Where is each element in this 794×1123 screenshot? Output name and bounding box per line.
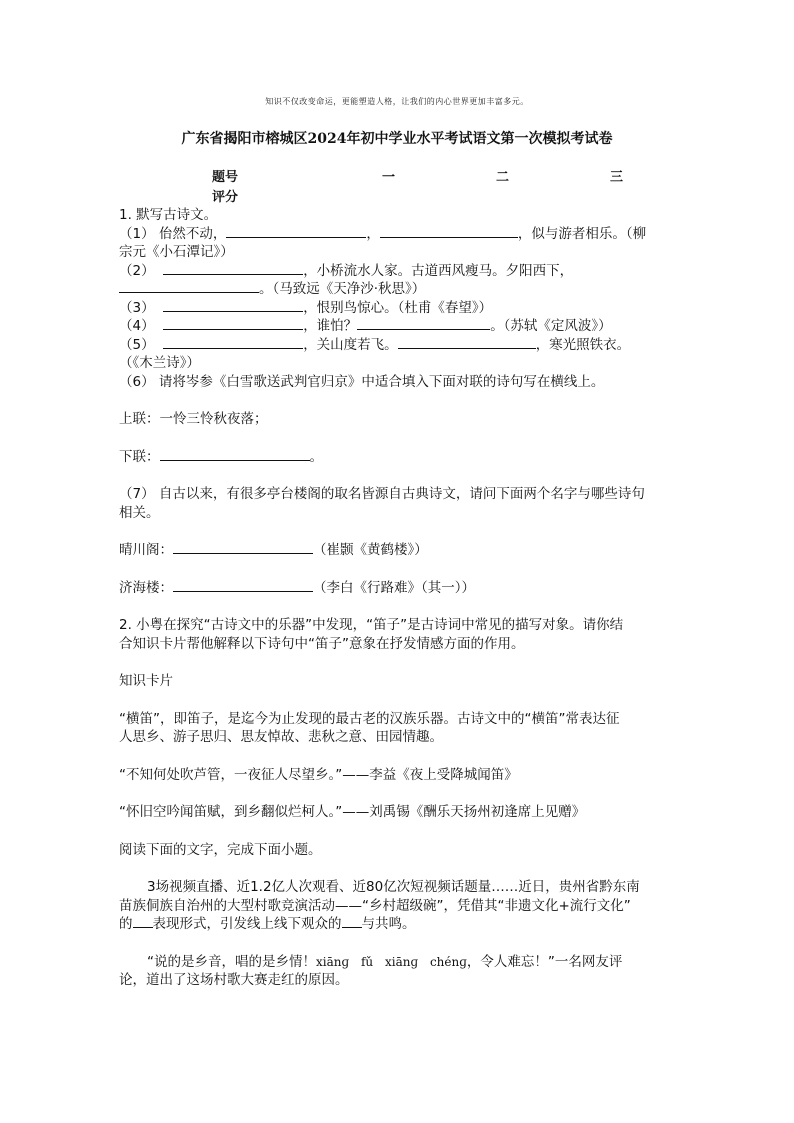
answer-blank[interactable]	[173, 579, 313, 592]
reading-para1-line2: 苗族侗族自治州的大型村歌竞演活动——“乡村超级碗”，凭借其“非遗文化+流行文化”	[119, 897, 631, 914]
column-1: 一	[382, 170, 396, 185]
jihai-tower: 济海楼： （李白《行路难》（其一））	[119, 579, 475, 596]
answer-blank[interactable]	[163, 299, 303, 312]
q1-item5: （5） ，关山度若飞。 ，寒光照铁衣。	[119, 336, 631, 353]
q1-heading: 1. 默写古诗文。	[119, 207, 218, 223]
knowledge-card-line1: “横笛”，即笛子，是迄今为止发现的最古老的汉族乐器。古诗文中的“横笛”常表达征	[119, 710, 620, 727]
couplet-upper: 上联：一怜三怜秋夜落；	[119, 411, 268, 427]
q1-item2: （2） ，小桥流水人家。古道西风瘦马。夕阳西下，	[119, 262, 574, 279]
answer-blank[interactable]	[163, 336, 303, 349]
answer-blank[interactable]	[226, 225, 366, 238]
quote-liu-yuxi: “怀旧空吟闻笛赋，到乡翻似烂柯人。”——刘禹锡《酬乐天扬州初逢席上见赠》	[119, 804, 586, 820]
exam-title: 广东省揭阳市榕城区2024年初中学业水平考试语文第一次模拟考试卷	[181, 131, 613, 147]
answer-blank[interactable]	[380, 225, 518, 238]
label-score: 评分	[212, 190, 239, 205]
answer-blank[interactable]	[398, 336, 536, 349]
reading-para1-line1: 3场视频直播、近1.2亿人次观看、近80亿次短视频话题量……近日，贵州省黔东南	[147, 879, 640, 895]
q1-item6: （6） 请将岑参《白雪歌送武判官归京》中适合填入下面对联的诗句写在横线上。	[119, 373, 605, 390]
couplet-lower: 下联： 。	[119, 448, 323, 465]
answer-blank[interactable]	[163, 262, 303, 275]
q1-item2-line2: 。（马致远《天净沙·秋思》）	[119, 280, 679, 299]
answer-blank[interactable]	[160, 448, 310, 461]
score-row-question	[212, 166, 652, 186]
q2-line2: 合知识卡片帮他解释以下诗句中“笛子”意象在抒发情感方面的作用。	[119, 635, 525, 652]
exam-content	[119, 206, 679, 990]
answer-blank[interactable]	[342, 915, 362, 928]
q1-item7-line2: 相关。	[119, 504, 160, 521]
quote-li-yi: “不知何处吹芦管，一夜征人尽望乡。”——李益《夜上受降城闻笛》	[119, 766, 518, 783]
reading-para2-line2: 论，道出了这场村歌大赛走红的原因。	[119, 972, 349, 988]
label-question-number: 题号	[212, 170, 239, 185]
answer-blank[interactable]	[173, 541, 313, 554]
pinyin-text: xiānɡ fǔ xiānɡ chénɡ	[316, 954, 467, 969]
knowledge-card-line2: 人思乡、游子思归、思友悼故、悲秋之意、田园情趣。	[119, 729, 443, 745]
q1-item7-line1: （7） 自古以来，有很多亭台楼阁的取名皆源自古典诗文，请问下面两个名字与哪些诗句	[119, 486, 645, 502]
knowledge-card-title: 知识卡片	[119, 673, 173, 689]
reading-para1-line3: 的 表现形式，引发线上线下观众的 与共鸣。	[119, 916, 416, 932]
q1-item1-line2: 宗元《小石潭记》）	[119, 244, 234, 260]
reading-instruction: 阅读下面的文字，完成下面小题。	[119, 841, 322, 858]
qingchuan-pavilion: 晴川阁： （崔颢《黄鹤楼》）	[119, 542, 428, 558]
column-2: 二	[496, 170, 510, 185]
answer-blank[interactable]	[133, 915, 153, 928]
column-3: 三	[610, 170, 624, 185]
answer-blank[interactable]	[119, 280, 259, 293]
q1-item1: （1） 佁然不动， ， ，似与游者相乐。（柳	[119, 225, 647, 242]
score-row-score	[212, 186, 652, 206]
q1-item4: （4） ，谁怕？ 。（苏轼《定风波》）	[119, 318, 612, 334]
answer-blank[interactable]	[163, 317, 303, 330]
score-table	[212, 166, 652, 206]
answer-blank[interactable]	[357, 317, 490, 330]
reading-para2-line1: “说的是乡音，唱的是乡情！xiānɡ fǔ xiānɡ chénɡ，令人难忘！”一名网友评	[147, 953, 623, 970]
header-motto: 知识不仅改变命运，更能塑造人格，让我们的内心世界更加丰富多元。	[265, 97, 529, 106]
q2-line1: 2. 小粤在探究“古诗文中的乐器”中发现，“笛子”是古诗词中常见的描写对象。请你结	[119, 617, 624, 633]
q1-item3: （3） ，恨别鸟惊心。（杜甫《春望》）	[119, 299, 493, 316]
q1-item5-line2: （《木兰诗》）	[119, 355, 200, 371]
